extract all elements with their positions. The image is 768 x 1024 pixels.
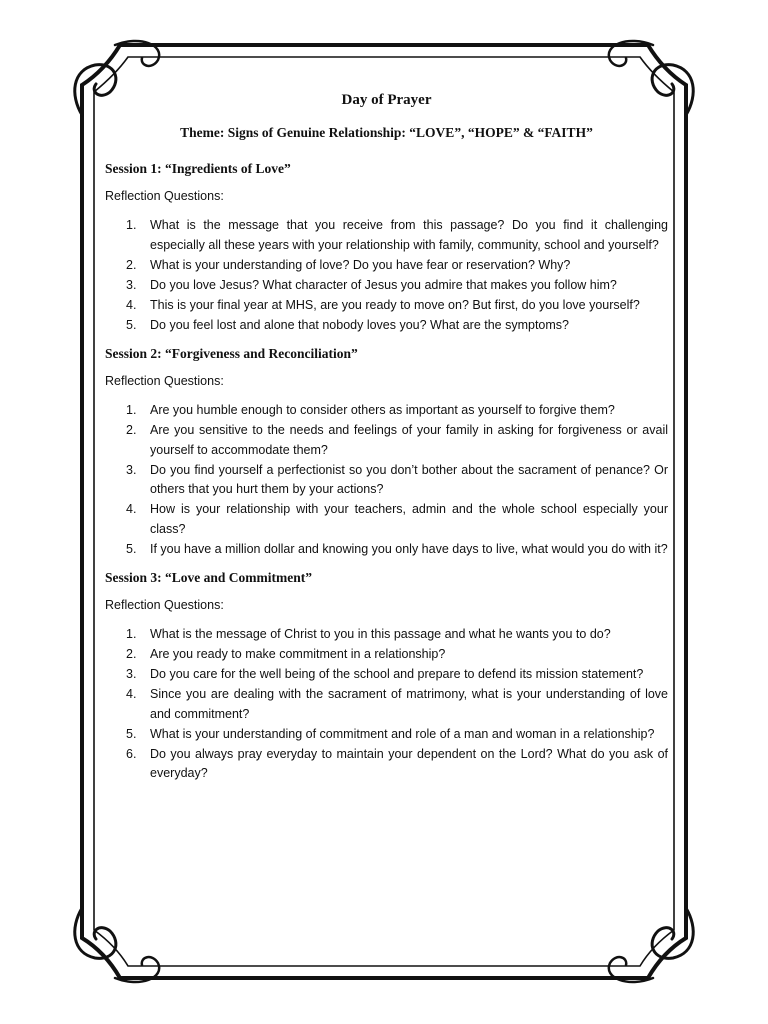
question-number: 1. [126,218,137,232]
question-item [105,665,668,685]
session-heading: Session 1: “Ingredients of Love” [105,161,291,176]
question-item [105,685,668,724]
question-number: 3. [126,277,137,292]
question-item [105,745,668,784]
question-item [105,645,668,665]
question-item [105,316,668,336]
question-text: Since you are dealing with the sacrament of matrimony, what is your understanding of love and commitment? [150,687,668,721]
question-number: 4. [126,687,137,701]
question-list [105,625,668,784]
question-text: What is the message that you receive from this passage? Do you find it challenging especially all these years with your relationship with family, community, school and yourself? [150,218,668,252]
reflection-questions-label: Reflection Questions: [105,598,224,612]
document-title: Day of Prayer [341,92,432,108]
question-item [105,461,668,500]
session-3 [105,569,668,784]
question-text: Are you ready to make commitment in a relationship? [150,647,446,661]
question-text: Do you feel lost and alone that nobody loves you? What are the symptoms? [150,317,569,332]
question-item [105,725,668,745]
question-item [105,276,668,296]
question-item [105,401,668,421]
question-text: Are you sensitive to the needs and feelings of your family in asking for forgiveness or avail yourself to accommodate them? [150,423,668,457]
question-number: 2. [126,423,137,437]
session-2 [105,345,668,559]
question-text: Do you love Jesus? What character of Jesus you admire that makes you follow him? [150,277,617,292]
question-number: 2. [126,647,137,661]
document-content [105,88,668,875]
question-text: What is your understanding of commitment and role of a man and woman in a relationship? [150,726,655,741]
question-number: 3. [126,667,137,681]
question-item [105,421,668,460]
question-item [105,540,668,560]
question-text: How is your relationship with your teachers, admin and the whole school especially your class? [150,502,668,536]
question-text: If you have a million dollar and knowing you only have days to live, what would you do with it? [150,541,668,556]
question-text: Do you always pray everyday to maintain your dependent on the Lord? What do you ask of everyday? [150,746,668,780]
question-number: 1. [126,627,137,641]
session-1 [105,160,668,335]
question-number: 4. [126,297,137,312]
question-number: 5. [126,317,137,332]
session-heading: Session 3: “Love and Commitment” [105,570,313,585]
question-number: 5. [126,726,137,741]
document-theme: Theme: Signs of Genuine Relationship: “LOVE”, “HOPE” & “FAITH” [180,125,593,140]
question-text: What is your understanding of love? Do you have fear or reservation? Why? [150,257,571,272]
question-item [105,256,668,276]
question-number: 4. [126,502,137,516]
question-item [105,216,668,255]
question-text: What is the message of Christ to you in this passage and what he wants you to do? [150,627,611,641]
question-item [105,500,668,539]
question-text: Do you care for the well being of the school and prepare to defend its mission statement? [150,667,644,681]
question-list [105,401,668,559]
reflection-questions-label: Reflection Questions: [105,189,224,203]
question-number: 1. [126,403,137,417]
session-heading: Session 2: “Forgiveness and Reconciliation” [105,346,358,361]
reflection-questions-label: Reflection Questions: [105,374,224,388]
question-number: 3. [126,462,137,477]
question-number: 2. [126,257,137,272]
question-item [105,625,668,645]
question-list [105,216,668,335]
question-text: Are you humble enough to consider others as important as yourself to forgive them? [150,403,615,417]
question-item [105,296,668,316]
question-text: This is your final year at MHS, are you ready to move on? But first, do you love yourself? [150,297,640,312]
question-text: Do you find yourself a perfectionist so you don’t bother about the sacrament of penance? Or others that you hurt them by your actions? [150,462,668,496]
question-number: 5. [126,541,137,556]
question-number: 6. [126,746,137,761]
